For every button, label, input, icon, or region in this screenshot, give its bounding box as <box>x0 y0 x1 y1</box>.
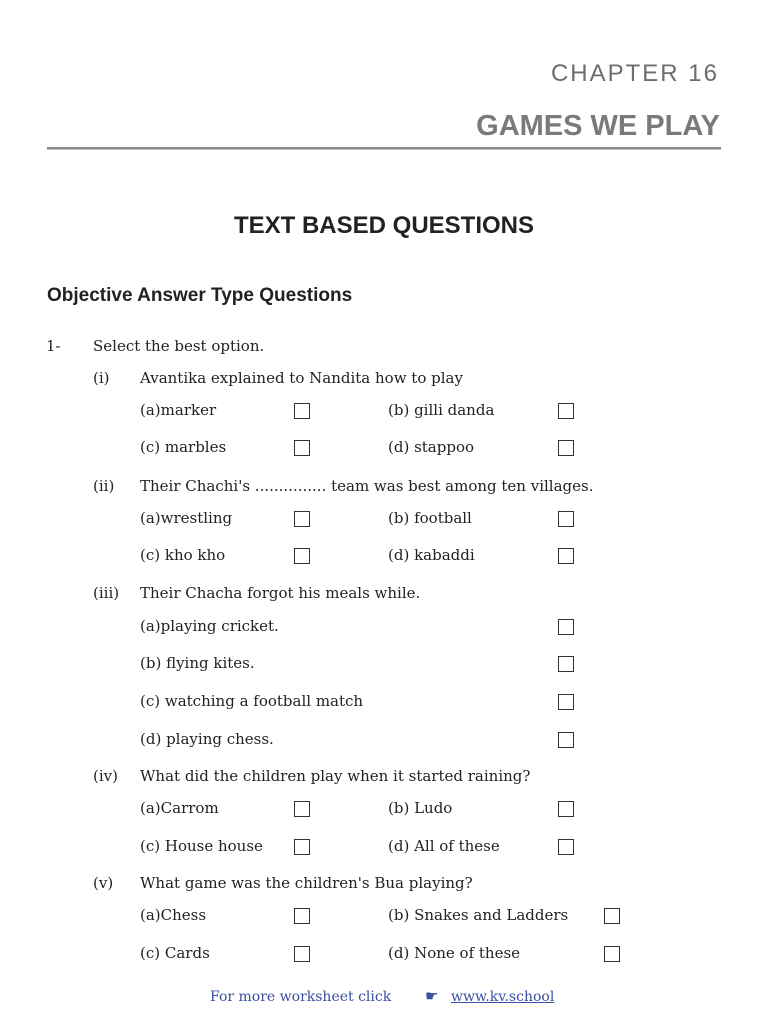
option-label: (d) playing chess. <box>140 730 274 748</box>
option-label: (a)playing cricket. <box>140 617 279 635</box>
option-label: (d) stappoo <box>388 438 475 456</box>
answer-checkbox[interactable] <box>294 548 310 564</box>
answer-checkbox[interactable] <box>294 839 310 855</box>
question-number: 1- <box>46 337 61 355</box>
section-title: TEXT BASED QUESTIONS <box>233 212 535 239</box>
answer-checkbox[interactable] <box>558 548 574 564</box>
answer-checkbox[interactable] <box>558 839 574 855</box>
option-label: (c) watching a football match <box>140 692 364 710</box>
answer-checkbox[interactable] <box>294 511 310 527</box>
chapter-title: GAMES WE PLAY <box>476 110 720 142</box>
option-label: (b) Snakes and Ladders <box>388 906 569 924</box>
option-label: (c) marbles <box>140 438 227 456</box>
option-label: (c) kho kho <box>140 546 226 564</box>
item-label: (v) <box>93 874 114 892</box>
option-label: (c) Cards <box>140 944 210 962</box>
option-label: (a)Chess <box>140 906 207 924</box>
answer-checkbox[interactable] <box>558 403 574 419</box>
answer-checkbox[interactable] <box>294 801 310 817</box>
pointing-hand-icon: ☛ <box>425 987 439 1005</box>
item-label: (iii) <box>93 584 120 602</box>
option-label: (c) House house <box>140 837 263 855</box>
answer-checkbox[interactable] <box>558 440 574 456</box>
answer-checkbox[interactable] <box>604 946 620 962</box>
answer-checkbox[interactable] <box>558 732 574 748</box>
option-label: (b) flying kites. <box>140 654 255 672</box>
footer-text: For more worksheet click <box>210 989 392 1005</box>
option-label: (a)wrestling <box>140 509 233 527</box>
answer-checkbox[interactable] <box>294 403 310 419</box>
answer-checkbox[interactable] <box>294 908 310 924</box>
item-text: Their Chacha forgot his meals while. <box>140 584 421 602</box>
question-instruction: Select the best option. <box>93 337 265 355</box>
option-label: (b) Ludo <box>388 799 453 817</box>
option-label: (b) gilli danda <box>388 401 495 419</box>
answer-checkbox[interactable] <box>558 694 574 710</box>
chapter-label: CHAPTER 16 <box>550 60 719 87</box>
item-text: What game was the children's Bua playing? <box>140 874 473 892</box>
answer-checkbox[interactable] <box>558 656 574 672</box>
answer-checkbox[interactable] <box>294 440 310 456</box>
answer-checkbox[interactable] <box>558 511 574 527</box>
footer-link[interactable]: www.kv.school <box>451 989 555 1005</box>
option-label: (b) football <box>388 509 472 527</box>
option-label: (d) kabaddi <box>388 546 475 564</box>
item-label: (i) <box>93 369 110 387</box>
option-label: (a)marker <box>140 401 217 419</box>
answer-checkbox[interactable] <box>604 908 620 924</box>
item-label: (ii) <box>93 477 115 495</box>
answer-checkbox[interactable] <box>558 619 574 635</box>
item-text: What did the children play when it started raining? <box>140 767 531 785</box>
item-label: (iv) <box>93 767 118 785</box>
sub-title: Objective Answer Type Questions <box>47 285 353 306</box>
header-divider <box>47 147 721 150</box>
item-text: Avantika explained to Nandita how to play <box>140 369 463 387</box>
option-label: (a)Carrom <box>140 799 219 817</box>
answer-checkbox[interactable] <box>558 801 574 817</box>
option-label: (d) None of these <box>388 944 521 962</box>
option-label: (d) All of these <box>388 837 500 855</box>
answer-checkbox[interactable] <box>294 946 310 962</box>
item-text: Their Chachi's ............... team was best among ten villages. <box>140 477 594 495</box>
